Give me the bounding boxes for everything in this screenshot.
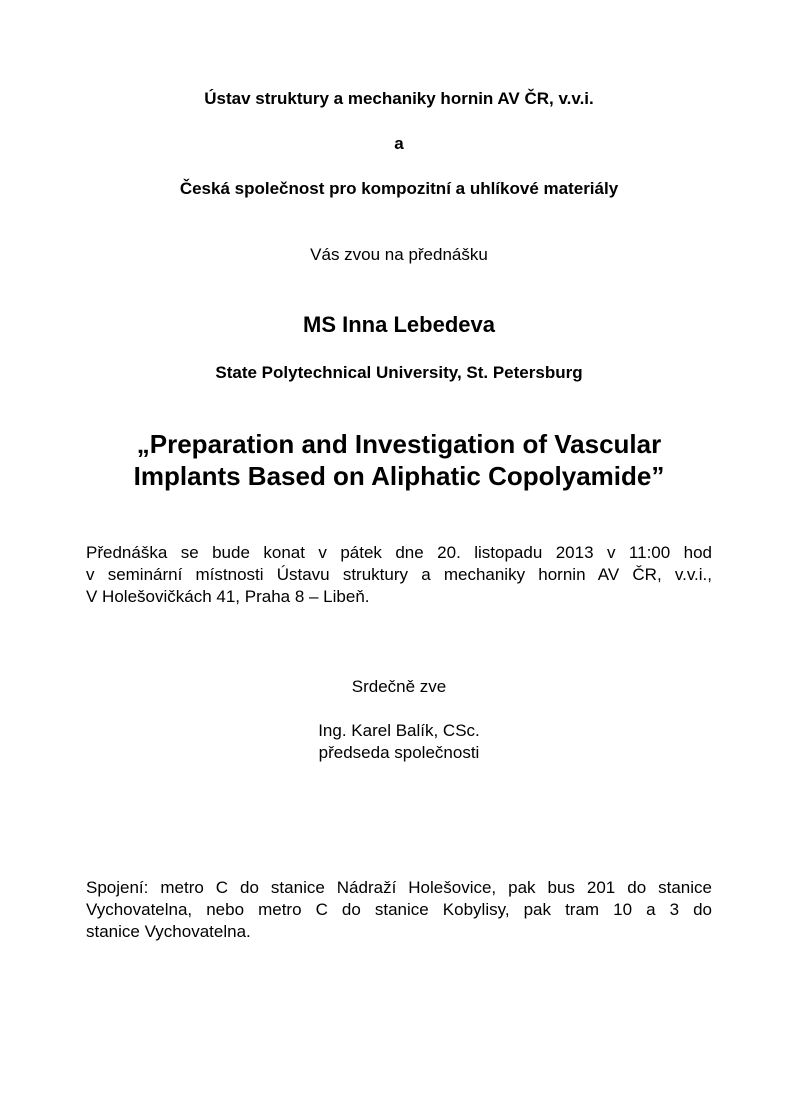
transport-line-2: Vychovatelna, nebo metro C do stanice Kobylisy, pak tram 10 a 3 do xyxy=(86,900,712,919)
lecture-title-line-1: „Preparation and Investigation of Vascular xyxy=(136,429,662,459)
details-line-3: V Holešovičkách 41, Praha 8 – Libeň. xyxy=(86,587,370,606)
lecture-title-line-2: Implants Based on Aliphatic Copolyamide” xyxy=(133,461,665,491)
details-line-2: v seminární místnosti Ústavu struktury a mechaniky hornin AV ČR, v.v.i., xyxy=(86,565,712,584)
details-line-1: Přednáška se bude konat v pátek dne 20. listopadu 2013 v 11:00 hod xyxy=(86,543,712,562)
signer-role: předseda společnosti xyxy=(318,743,480,762)
invitation-text: Vás zvou na přednášku xyxy=(310,245,488,264)
conjunction: a xyxy=(394,134,404,153)
organizer-society: Česká společnost pro kompozitní a uhlíkové materiály xyxy=(179,179,619,198)
transport-info xyxy=(86,877,712,943)
lecture-details xyxy=(86,542,712,608)
organizer-institute: Ústav struktury a mechaniky hornin AV ČR, v.v.i. xyxy=(204,89,594,108)
closing-greeting: Srdečně zve xyxy=(351,677,447,696)
transport-line-1: Spojení: metro C do stanice Nádraží Holešovice, pak bus 201 do stanice xyxy=(86,878,712,897)
speaker-affiliation: State Polytechnical University, St. Petersburg xyxy=(215,363,583,382)
signer-name: Ing. Karel Balík, CSc. xyxy=(318,721,480,740)
speaker-name: MS Inna Lebedeva xyxy=(303,312,495,337)
transport-line-3: stanice Vychovatelna. xyxy=(86,922,251,941)
